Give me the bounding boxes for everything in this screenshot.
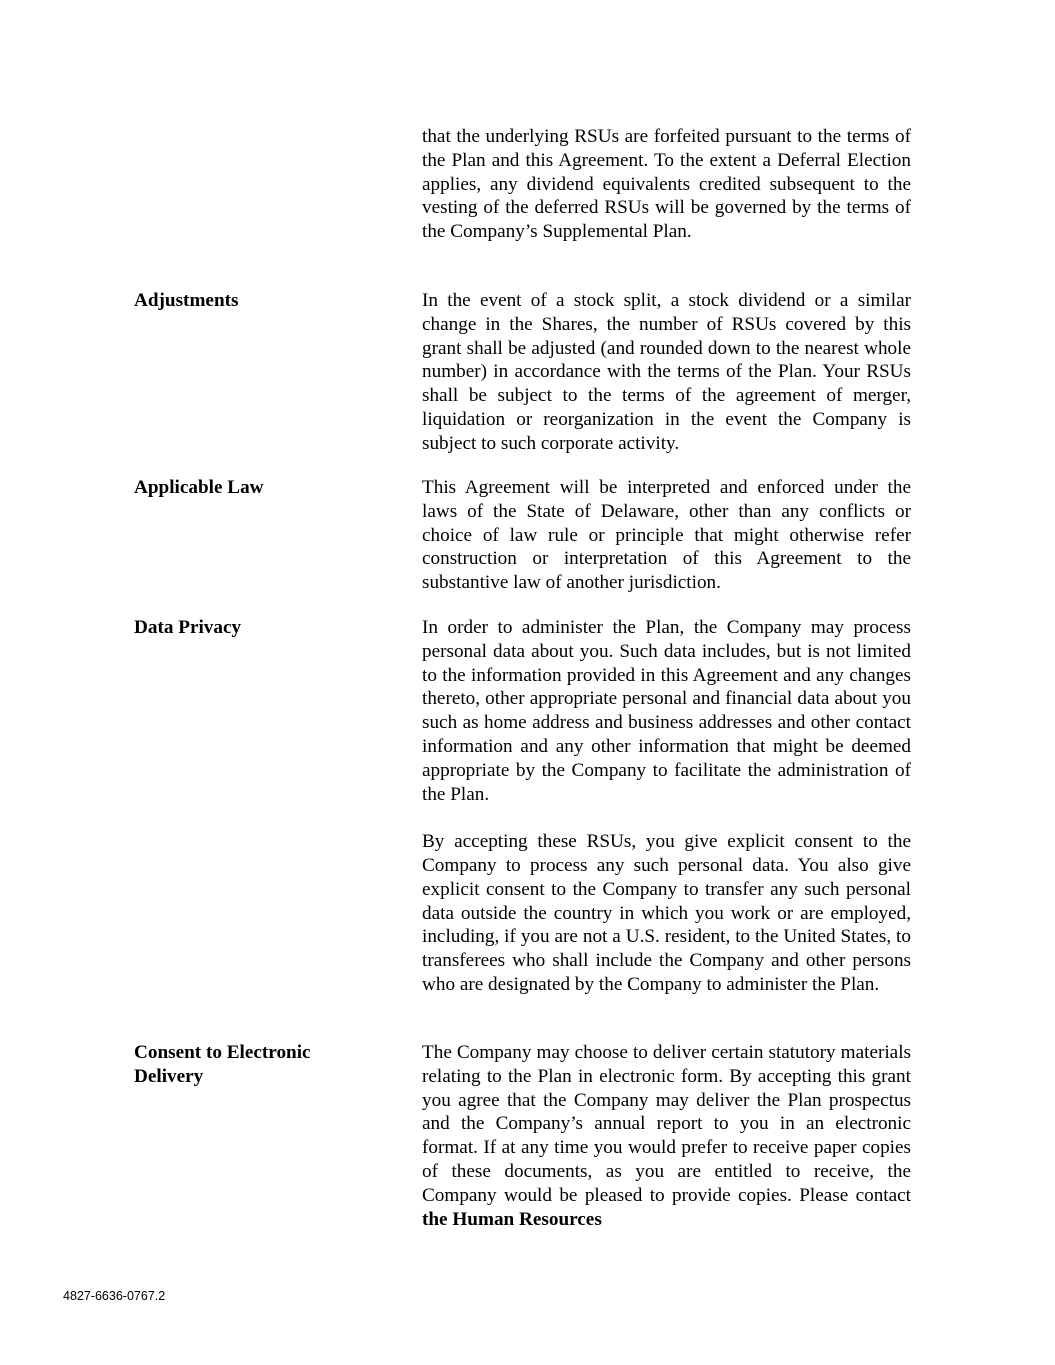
human-resources-bold-text: the Human Resources (422, 1208, 602, 1230)
data-privacy-heading: Data Privacy (134, 617, 242, 638)
document-id-footer: 4827-6636-0767.2 (63, 1289, 166, 1303)
data-privacy-paragraph-1: In order to administer the Plan, the Company may process personal data about you. Such data includes, but is not limited to the information provided in this Agreement and any changes thereto, other appropriate personal and financial data about you such as home address and business addresses and other contact information and any other information that might be deemed appropriate by the Company to facilitate the administration of the Plan. (422, 617, 911, 805)
electronic-delivery-heading: Consent to Electronic Delivery (134, 1042, 311, 1087)
adjustments-heading: Adjustments (134, 290, 239, 311)
applicable-law-text: This Agreement will be interpreted and enforced under the laws of the State of Delaware, other than any conflicts or choice of law rule or principle that might otherwise refer construction or interpretation of this Agreement to the substantive law of another jurisdiction. (422, 477, 911, 594)
electronic-delivery-body (422, 1041, 911, 1231)
continuation-text: that the underlying RSUs are forfeited pursuant to the terms of the Plan and this Agreement. To the extent a Deferral Election applies, any dividend equivalents credited subsequent to the vesting of the deferred RSUs will be governed by the terms of the Company’s Supplemental Plan. (422, 126, 911, 243)
data-privacy-body (422, 616, 911, 997)
electronic-delivery-text: The Company may choose to deliver certain statutory materials relating to the Plan in electronic form. By accepting this grant you agree that the Company may deliver the Plan prospectus and the Company’s annual report to you in an electronic format. If at any time you would prefer to receive paper copies of these documents, as you are entitled to receive, the Company would be pleased to provide copies. Please contact (422, 1042, 911, 1206)
applicable-law-heading: Applicable Law (134, 477, 264, 498)
adjustments-text: In the event of a stock split, a stock dividend or a similar change in the Shares, the number of RSUs covered by this grant shall be adjusted (and rounded down to the nearest whole number) in accordance with the terms of the Plan. Your RSUs shall be subject to the terms of the agreement of merger, liquidation or reorganization in the event the Company is subject to such corporate activity. (422, 290, 911, 454)
data-privacy-paragraph-2: By accepting these RSUs, you give explicit consent to the Company to process any such personal data. You also give explicit consent to the Company to transfer any such personal data outside the country in which you work or are employed, including, if you are not a U.S. resident, to the United States, to transferees who shall include the Company and other persons who are designated by the Company to administer the Plan. (422, 831, 911, 995)
